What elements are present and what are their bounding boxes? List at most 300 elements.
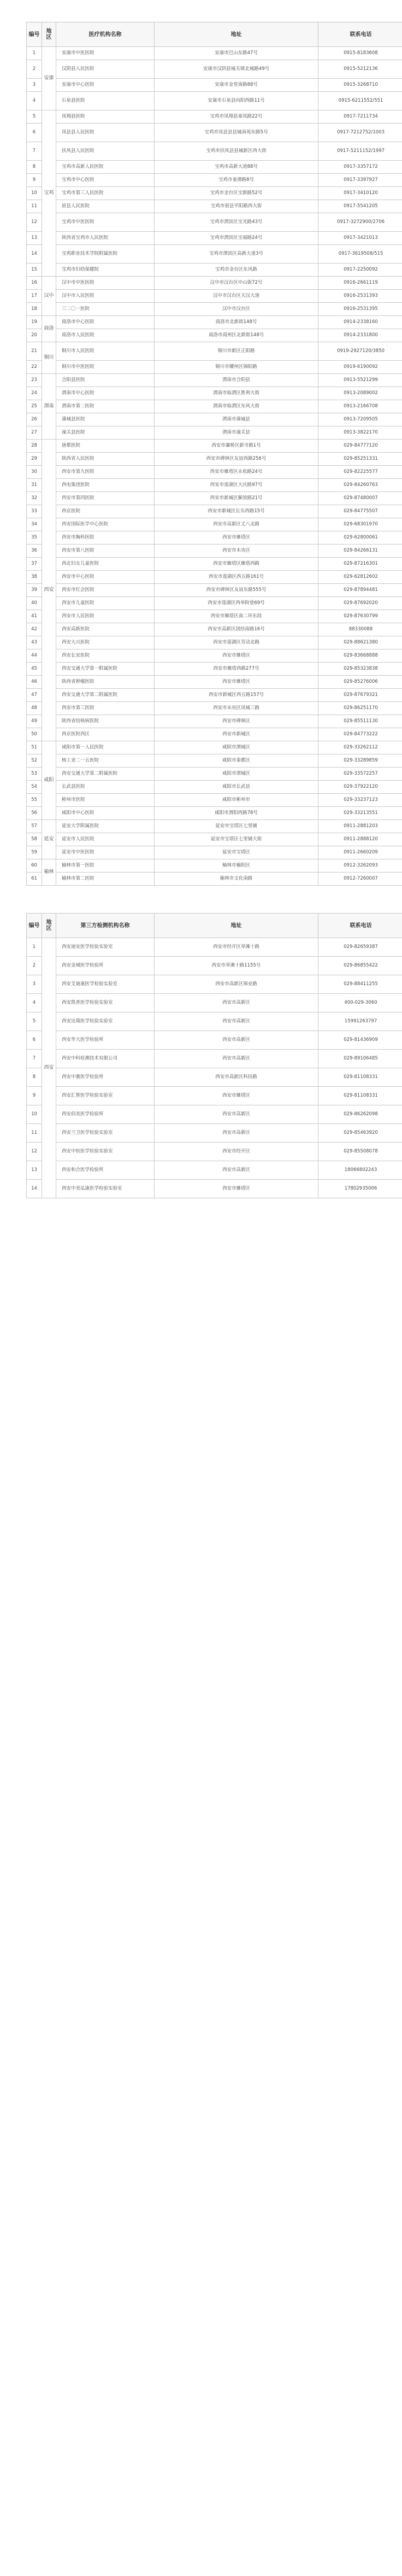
institution-phone: 0913-3822170 bbox=[318, 426, 402, 440]
table-row bbox=[27, 413, 402, 426]
institution-phone: 0915-8183608 bbox=[318, 47, 402, 60]
institution-address: 西安市莲湖区西五路161号 bbox=[155, 571, 318, 584]
institution-phone: 0917-3272900/2706 bbox=[318, 213, 402, 232]
lab-name: 西安中美弘康医学检验实验室 bbox=[56, 1180, 155, 1198]
institution-address: 西安市碑林区友谊西路256号 bbox=[155, 453, 318, 466]
table-row bbox=[27, 60, 402, 79]
table-row bbox=[27, 518, 402, 531]
table-row bbox=[27, 794, 402, 807]
region-cell: 渭南 bbox=[42, 374, 56, 440]
lab-phone: 15991263797 bbox=[318, 1012, 402, 1031]
institution-phone: 0914-2338160 bbox=[318, 316, 402, 329]
institution-name: 汉中市中医医院 bbox=[56, 277, 155, 290]
institution-address: 西安市新城区长乐西路15号 bbox=[155, 505, 318, 518]
row-number: 36 bbox=[27, 545, 42, 558]
lab-phone: 029-81108331 bbox=[318, 1087, 402, 1105]
row-number: 32 bbox=[27, 492, 42, 505]
institution-phone: 029-84266131 bbox=[318, 545, 402, 558]
table-row bbox=[27, 374, 402, 387]
institution-phone: 029-87480007 bbox=[318, 492, 402, 505]
institution-phone: 029-87894481 bbox=[318, 584, 402, 597]
institution-name: 商洛市中心医院 bbox=[56, 316, 155, 329]
institution-address: 宝鸡市凤县县县城南苑东路5号 bbox=[155, 124, 318, 142]
institution-phone: 0915-5212136 bbox=[318, 60, 402, 79]
lab-phone: 18066802243 bbox=[318, 1161, 402, 1180]
institution-name: 安康市中心医院 bbox=[56, 79, 155, 92]
institution-address: 西安市莲湖区大庆路97号 bbox=[155, 479, 318, 492]
table-row bbox=[27, 545, 402, 558]
institution-phone: 0913-2089002 bbox=[318, 387, 402, 400]
row-number: 33 bbox=[27, 505, 42, 518]
institution-phone: 0917-3619508/515 bbox=[318, 245, 402, 264]
table-row bbox=[27, 873, 402, 886]
row-number: 12 bbox=[27, 1143, 42, 1161]
row-number: 7 bbox=[27, 142, 42, 161]
institution-phone: 0913-2166708 bbox=[318, 400, 402, 413]
institution-address: 榆林市榆阳区 bbox=[155, 859, 318, 873]
table-row bbox=[27, 387, 402, 400]
institution-phone: 0911-2660209 bbox=[318, 846, 402, 859]
institution-address: 西安市莲湖区西举院巷69号 bbox=[155, 597, 318, 610]
table-row bbox=[27, 636, 402, 649]
institution-address: 汉中市汉台区天汉大道 bbox=[155, 290, 318, 303]
institution-phone: 0917-3397927 bbox=[318, 174, 402, 187]
table-row bbox=[27, 715, 402, 728]
institution-address: 渭南市临渭区东风大街 bbox=[155, 400, 318, 413]
region-cell: 汉中 bbox=[42, 277, 56, 316]
row-number: 10 bbox=[27, 1105, 42, 1124]
institution-address: 西安市未央区 bbox=[155, 545, 318, 558]
table-row bbox=[27, 754, 402, 768]
institution-phone: 0914-2331800 bbox=[318, 329, 402, 342]
row-number: 37 bbox=[27, 558, 42, 571]
institution-name: 咸阳市第一人民医院 bbox=[56, 741, 155, 754]
row-number: 1 bbox=[27, 47, 42, 60]
table-row bbox=[27, 453, 402, 466]
institution-name: 渭南市第二医院 bbox=[56, 400, 155, 413]
institution-phone: 029-33262112 bbox=[318, 741, 402, 754]
institution-phone: 0912-3262093 bbox=[318, 859, 402, 873]
row-number: 7 bbox=[27, 1050, 42, 1068]
institution-name: 延安市中医医院 bbox=[56, 846, 155, 859]
table-row bbox=[27, 124, 402, 142]
institution-phone: 029-83668888 bbox=[318, 649, 402, 663]
table-row bbox=[27, 1068, 402, 1087]
table-row bbox=[27, 303, 402, 316]
institution-address: 西安市雁塔西路277号 bbox=[155, 663, 318, 676]
institution-name: 延安大学附属医院 bbox=[56, 820, 155, 833]
lab-phone: 029-86855422 bbox=[318, 957, 402, 975]
row-number: 28 bbox=[27, 440, 42, 453]
lab-address: 西安市雁塔区 bbox=[155, 1087, 318, 1105]
institution-phone: 0916-2531395 bbox=[318, 303, 402, 316]
region-cell: 延安 bbox=[42, 820, 56, 859]
institution-name: 西电集团医院 bbox=[56, 479, 155, 492]
institution-name: 宝鸡市中心医院 bbox=[56, 174, 155, 187]
table-row bbox=[27, 571, 402, 584]
lab-phone: 029-85463920 bbox=[318, 1124, 402, 1143]
table-row bbox=[27, 47, 402, 60]
row-number: 47 bbox=[27, 689, 42, 702]
row-number: 8 bbox=[27, 1068, 42, 1087]
institution-phone: 029-84260763 bbox=[318, 479, 402, 492]
institution-phone: 0917-3357172 bbox=[318, 161, 402, 174]
row-number: 54 bbox=[27, 781, 42, 794]
lab-address: 西安市高新区 bbox=[155, 1012, 318, 1031]
row-number: 18 bbox=[27, 303, 42, 316]
institution-name: 蒲城县医院 bbox=[56, 413, 155, 426]
table-row bbox=[27, 277, 402, 290]
institution-phone: 0916-2661119 bbox=[318, 277, 402, 290]
table-row bbox=[27, 807, 402, 820]
row-number: 2 bbox=[27, 957, 42, 975]
institution-address: 西安市灞桥区新寺路1号 bbox=[155, 440, 318, 453]
lab-phone: 029-86262098 bbox=[318, 1105, 402, 1124]
lab-name: 西安兰卫医学检验实验室 bbox=[56, 1124, 155, 1143]
institution-phone: 029-33237123 bbox=[318, 794, 402, 807]
lab-table-header bbox=[27, 914, 402, 938]
institution-address: 西安市雁塔区 bbox=[155, 531, 318, 545]
table-row bbox=[27, 1161, 402, 1180]
region-cell: 西安 bbox=[42, 440, 56, 741]
row-number: 58 bbox=[27, 833, 42, 846]
row-number: 5 bbox=[27, 110, 42, 124]
lab-table-body bbox=[27, 938, 402, 1198]
institution-phone: 0917-3421013 bbox=[318, 232, 402, 245]
table-row bbox=[27, 329, 402, 342]
institution-address: 汉中市汉台区 bbox=[155, 303, 318, 316]
institution-address: 宝鸡市凤翔县秦凤路22号 bbox=[155, 110, 318, 124]
table-row bbox=[27, 245, 402, 264]
row-number: 22 bbox=[27, 361, 42, 374]
row-number: 21 bbox=[27, 342, 42, 361]
lab-address: 西安市草滩十路1155号 bbox=[155, 957, 318, 975]
institution-phone: 029-84777120 bbox=[318, 440, 402, 453]
institution-address: 榆林市文化南路 bbox=[155, 873, 318, 886]
region-cell: 宝鸡 bbox=[42, 110, 56, 277]
lab-name: 西安中检医学检验实验室 bbox=[56, 1143, 155, 1161]
institution-phone: 0917-7211734 bbox=[318, 110, 402, 124]
table-row bbox=[27, 1087, 402, 1105]
row-number: 39 bbox=[27, 584, 42, 597]
row-number: 42 bbox=[27, 623, 42, 636]
table-row bbox=[27, 649, 402, 663]
region-cell: 铜川 bbox=[42, 342, 56, 374]
region-cell: 西安 bbox=[42, 938, 56, 1198]
institution-address: 咸阳市渭城区 bbox=[155, 741, 318, 754]
row-number: 5 bbox=[27, 1012, 42, 1031]
table-row bbox=[27, 1180, 402, 1198]
institution-phone: 0911-2881203 bbox=[318, 820, 402, 833]
row-number: 9 bbox=[27, 174, 42, 187]
table-row bbox=[27, 316, 402, 329]
row-number: 14 bbox=[27, 245, 42, 264]
institution-phone: 0912-7260007 bbox=[318, 873, 402, 886]
institution-address: 延安市宝塔区七里铺大街 bbox=[155, 833, 318, 846]
institution-name: 西安市第四医院 bbox=[56, 492, 155, 505]
institution-address: 安康市巴山东路47号 bbox=[155, 47, 318, 60]
institution-name: 陕西省肿瘤医院 bbox=[56, 676, 155, 689]
institution-address: 西安市碑林区友谊东路555号 bbox=[155, 584, 318, 597]
institution-name: 铜川市中医医院 bbox=[56, 361, 155, 374]
institution-phone: 029-33572257 bbox=[318, 768, 402, 781]
institution-address: 渭南市蒲城县 bbox=[155, 413, 318, 426]
institution-address: 咸阳市渭城区 bbox=[155, 768, 318, 781]
institution-address: 西安市雁塔区雁塔西路 bbox=[155, 558, 318, 571]
institution-address: 延安市宝塔区七里铺 bbox=[155, 820, 318, 833]
table-row bbox=[27, 110, 402, 124]
row-number: 45 bbox=[27, 663, 42, 676]
table-row bbox=[27, 584, 402, 597]
institution-name: 西安交通大学第一附属医院 bbox=[56, 663, 155, 676]
table-row bbox=[27, 426, 402, 440]
institution-address: 商洛市北新街148号 bbox=[155, 316, 318, 329]
institution-phone: 029-82225577 bbox=[318, 466, 402, 479]
header-region: 地区 bbox=[42, 914, 56, 938]
institution-name: 延安市人民医院 bbox=[56, 833, 155, 846]
table-row bbox=[27, 975, 402, 994]
table-row bbox=[27, 492, 402, 505]
institution-name: 合阳县医院 bbox=[56, 374, 155, 387]
institution-name: 唐都医院 bbox=[56, 440, 155, 453]
table-row bbox=[27, 531, 402, 545]
institution-phone: 0913-5521299 bbox=[318, 374, 402, 387]
institution-address: 铜川市耀州区锦阳路 bbox=[155, 361, 318, 374]
lab-name: 西安凯普医学检验实验室 bbox=[56, 994, 155, 1012]
lab-address: 西安市高新区 bbox=[155, 1031, 318, 1050]
institution-name: 凤翔县医院 bbox=[56, 110, 155, 124]
institution-address: 汉中市汉台区中山街72号 bbox=[155, 277, 318, 290]
institution-address: 咸阳市渭阳西路78号 bbox=[155, 807, 318, 820]
row-number: 38 bbox=[27, 571, 42, 584]
row-number: 34 bbox=[27, 518, 42, 531]
lab-name: 西安达瑞医学检验实验室 bbox=[56, 1012, 155, 1031]
institution-address: 西安市未央区凤城三路 bbox=[155, 702, 318, 715]
lab-table bbox=[26, 913, 402, 1198]
table-row bbox=[27, 290, 402, 303]
row-number: 46 bbox=[27, 676, 42, 689]
institution-name: 西安市第九医院 bbox=[56, 466, 155, 479]
institution-name: 西安市胸科医院 bbox=[56, 531, 155, 545]
institution-phone: 029-85323838 bbox=[318, 663, 402, 676]
institution-name: 三二〇一医院 bbox=[56, 303, 155, 316]
institution-name: 宝鸡市中医医院 bbox=[56, 213, 155, 232]
table-row bbox=[27, 676, 402, 689]
header-address: 地址 bbox=[155, 22, 318, 47]
institution-name: 宝鸡职业技术学院附属医院 bbox=[56, 245, 155, 264]
row-number: 6 bbox=[27, 124, 42, 142]
institution-phone: 029-87692020 bbox=[318, 597, 402, 610]
table-row bbox=[27, 623, 402, 636]
table-row bbox=[27, 1012, 402, 1031]
institution-name: 陕西省人民医院 bbox=[56, 453, 155, 466]
table-row bbox=[27, 200, 402, 213]
institution-address: 咸阳市秦都区 bbox=[155, 754, 318, 768]
table-row bbox=[27, 1050, 402, 1068]
institution-address: 安康市汉阴县城关镇北城路49号 bbox=[155, 60, 318, 79]
row-number: 12 bbox=[27, 213, 42, 232]
institution-phone: 029-87679321 bbox=[318, 689, 402, 702]
row-number: 27 bbox=[27, 426, 42, 440]
institution-phone: 0917-5211152/1997 bbox=[318, 142, 402, 161]
table-row bbox=[27, 161, 402, 174]
institution-name: 商洛市人民医院 bbox=[56, 329, 155, 342]
institution-phone: 029-62812602 bbox=[318, 571, 402, 584]
institution-name: 咸阳市中心医院 bbox=[56, 807, 155, 820]
institution-phone: 0911-2888120 bbox=[318, 833, 402, 846]
institution-address: 西安市雁塔区 bbox=[155, 676, 318, 689]
row-number: 13 bbox=[27, 1161, 42, 1180]
institution-address: 西安市高新区丈八北路 bbox=[155, 518, 318, 531]
row-number: 30 bbox=[27, 466, 42, 479]
row-number: 52 bbox=[27, 754, 42, 768]
row-number: 10 bbox=[27, 187, 42, 200]
lab-name: 西安迪安医学检验实验室 bbox=[56, 938, 155, 957]
row-number: 35 bbox=[27, 531, 42, 545]
row-number: 29 bbox=[27, 453, 42, 466]
institution-address: 西安市莲湖区劳动北路 bbox=[155, 636, 318, 649]
header-no: 编号 bbox=[27, 22, 42, 47]
institution-phone: 029-88621380 bbox=[318, 636, 402, 649]
row-number: 9 bbox=[27, 1087, 42, 1105]
lab-phone: 400-029-3060 bbox=[318, 994, 402, 1012]
hospital-table bbox=[26, 22, 402, 886]
table-row bbox=[27, 859, 402, 873]
institution-name: 西北妇女儿童医院 bbox=[56, 558, 155, 571]
row-number: 59 bbox=[27, 846, 42, 859]
table-row bbox=[27, 400, 402, 413]
region-cell: 咸阳 bbox=[42, 741, 56, 820]
table-row bbox=[27, 833, 402, 846]
institution-phone: 0913-7209505 bbox=[318, 413, 402, 426]
region-cell: 商洛 bbox=[42, 316, 56, 342]
table-row bbox=[27, 610, 402, 623]
institution-phone: 029-62800061 bbox=[318, 531, 402, 545]
institution-name: 西安交通大学第二附属医院 bbox=[56, 768, 155, 781]
institution-name: 扶风县人民医院 bbox=[56, 142, 155, 161]
institution-name: 彬州市医院 bbox=[56, 794, 155, 807]
institution-address: 宝鸡市渭滨区宝光路43号 bbox=[155, 213, 318, 232]
institution-name: 西安市红会医院 bbox=[56, 584, 155, 597]
table-row bbox=[27, 1105, 402, 1124]
table-row bbox=[27, 820, 402, 833]
row-number: 16 bbox=[27, 277, 42, 290]
row-number: 60 bbox=[27, 859, 42, 873]
institution-name: 西安市儿童医院 bbox=[56, 597, 155, 610]
lab-phone: 029-89106485 bbox=[318, 1050, 402, 1068]
institution-address: 咸阳市彬州市 bbox=[155, 794, 318, 807]
lab-name: 西安金域医学检验所 bbox=[56, 957, 155, 975]
header-name: 第三方检测机构名称 bbox=[56, 914, 155, 938]
row-number: 53 bbox=[27, 768, 42, 781]
institution-phone: 0919-6190092 bbox=[318, 361, 402, 374]
institution-address: 咸阳市长武县 bbox=[155, 781, 318, 794]
row-number: 41 bbox=[27, 610, 42, 623]
institution-phone: 0915-3268710 bbox=[318, 79, 402, 92]
institution-phone: 029-85251331 bbox=[318, 453, 402, 466]
table-row bbox=[27, 479, 402, 492]
institution-phone: 0917-5541205 bbox=[318, 200, 402, 213]
institution-phone: 029-37922120 bbox=[318, 781, 402, 794]
institution-name: 宝鸡市妇幼保健院 bbox=[56, 264, 155, 277]
institution-address: 西安市雁塔区 bbox=[155, 649, 318, 663]
table-row bbox=[27, 846, 402, 859]
lab-address: 西安市高新区锦业路 bbox=[155, 975, 318, 994]
institution-name: 宝鸡市高新人民医院 bbox=[56, 161, 155, 174]
table-row bbox=[27, 466, 402, 479]
row-number: 48 bbox=[27, 702, 42, 715]
row-number: 11 bbox=[27, 1124, 42, 1143]
table-row bbox=[27, 689, 402, 702]
lab-phone: 029-82659387 bbox=[318, 938, 402, 957]
institution-name: 西安市第八医院 bbox=[56, 545, 155, 558]
table-row bbox=[27, 702, 402, 715]
institution-name: 核工业二一五医院 bbox=[56, 754, 155, 768]
institution-address: 宝鸡市扶风县县城新区西大街 bbox=[155, 142, 318, 161]
institution-address: 安康市金堂南路88号 bbox=[155, 79, 318, 92]
row-number: 3 bbox=[27, 79, 42, 92]
institution-address: 延安市宝塔区 bbox=[155, 846, 318, 859]
section-gap bbox=[26, 886, 402, 913]
institution-phone: 0917-2250092 bbox=[318, 264, 402, 277]
table-row bbox=[27, 440, 402, 453]
row-number: 55 bbox=[27, 794, 42, 807]
institution-address: 渭南市合阳县 bbox=[155, 374, 318, 387]
lab-name: 西安和合医学检验所 bbox=[56, 1161, 155, 1180]
lab-phone: 029-81436909 bbox=[318, 1031, 402, 1050]
institution-name: 潼关县医院 bbox=[56, 426, 155, 440]
institution-phone: 0916-2531393 bbox=[318, 290, 402, 303]
region-cell: 榆林 bbox=[42, 859, 56, 886]
institution-name: 西安高新医院 bbox=[56, 623, 155, 636]
institution-name: 凤县县人民医院 bbox=[56, 124, 155, 142]
institution-name: 西安交通大学第二附属医院 bbox=[56, 689, 155, 702]
table-row bbox=[27, 79, 402, 92]
row-number: 15 bbox=[27, 264, 42, 277]
table-row bbox=[27, 728, 402, 741]
table-row bbox=[27, 232, 402, 245]
institution-name: 陕西省宝鸡市人民医院 bbox=[56, 232, 155, 245]
institution-address: 宝鸡市姜谭路8号 bbox=[155, 174, 318, 187]
institution-name: 西安市第三医院 bbox=[56, 702, 155, 715]
institution-address: 渭南市潼关县 bbox=[155, 426, 318, 440]
institution-name: 西安市人民医院 bbox=[56, 610, 155, 623]
institution-phone: 029-85511130 bbox=[318, 715, 402, 728]
institution-name: 西安长安医院 bbox=[56, 649, 155, 663]
row-number: 40 bbox=[27, 597, 42, 610]
row-number: 61 bbox=[27, 873, 42, 886]
hospital-table-header bbox=[27, 22, 402, 47]
table-row bbox=[27, 213, 402, 232]
row-number: 4 bbox=[27, 994, 42, 1012]
lab-name: 西安华大医学检验所 bbox=[56, 1031, 155, 1050]
row-number: 23 bbox=[27, 374, 42, 387]
institution-address: 宝鸡市渭滨区宝福路24号 bbox=[155, 232, 318, 245]
row-number: 44 bbox=[27, 649, 42, 663]
institution-phone: 029-33213551 bbox=[318, 807, 402, 820]
table-row bbox=[27, 142, 402, 161]
row-number: 3 bbox=[27, 975, 42, 994]
table-row bbox=[27, 781, 402, 794]
lab-phone: 029-88411255 bbox=[318, 975, 402, 994]
row-number: 1 bbox=[27, 938, 42, 957]
header-no: 编号 bbox=[27, 914, 42, 938]
institution-address: 安康市石泉县向阳西路11号 bbox=[155, 92, 318, 110]
institution-address: 商洛市商州区北新街148号 bbox=[155, 329, 318, 342]
lab-address: 西安市高新区 bbox=[155, 1161, 318, 1180]
header-region: 地区 bbox=[42, 22, 56, 47]
row-number: 43 bbox=[27, 636, 42, 649]
